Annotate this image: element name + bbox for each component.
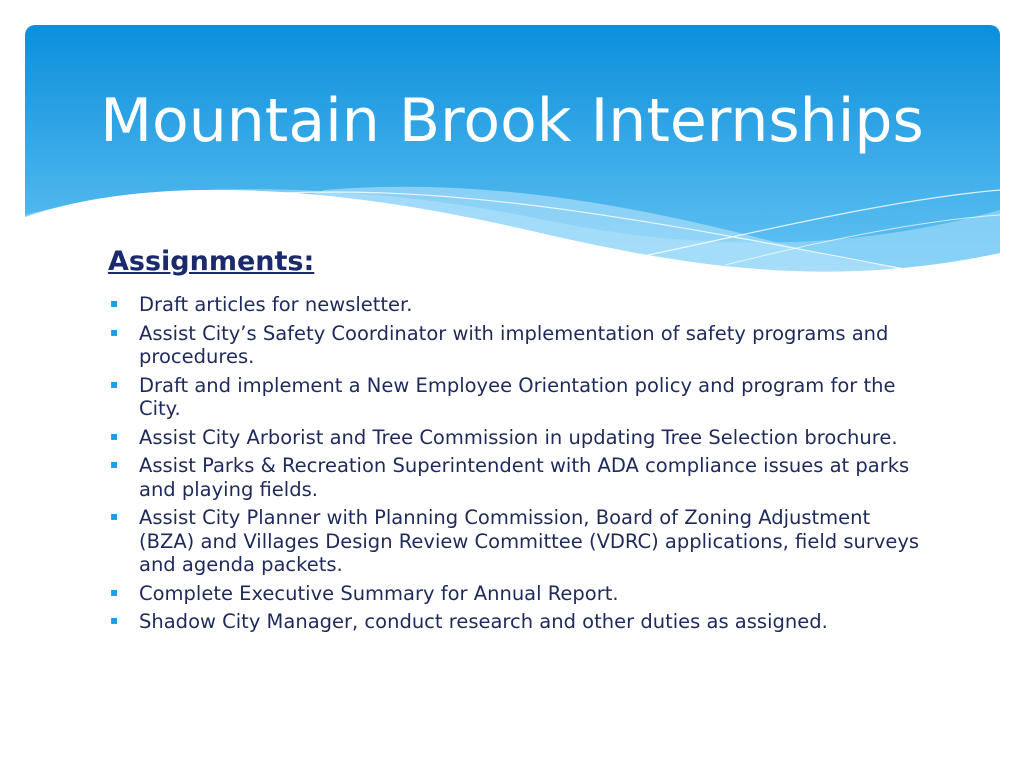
square-bullet-icon: ▪	[110, 376, 119, 391]
square-bullet-icon: ▪	[110, 324, 119, 339]
square-bullet-icon: ▪	[110, 428, 119, 443]
list-item-text: Assist City’s Safety Coordinator with implementation of safety programs and procedures.	[139, 321, 889, 369]
list-item	[108, 426, 928, 450]
square-bullet-icon: ▪	[110, 457, 119, 472]
section-heading: Assignments:	[108, 246, 315, 277]
list-item-text: Complete Executive Summary for Annual Report.	[139, 581, 619, 605]
list-item-text: Assist Parks & Recreation Superintendent with ADA compliance issues at parks and playing fields.	[139, 454, 910, 501]
square-bullet-icon: ▪	[110, 613, 119, 628]
list-item-text: Draft articles for newsletter.	[139, 293, 413, 317]
list-item	[108, 506, 928, 577]
list-item-text: Draft and implement a New Employee Orientation policy and program for the City.	[139, 373, 896, 421]
list-item	[108, 610, 928, 634]
slide-title: Mountain Brook Internships	[100, 86, 924, 156]
list-item-text: Assist City Arborist and Tree Commission in updating Tree Selection brochure.	[139, 425, 898, 449]
list-item	[108, 582, 928, 606]
list-item-text: Assist City Planner with Planning Commission, Board of Zoning Adjustment (BZA) and Villages Design Review Committee (VDRC) applications, field surveys and agenda packets.	[139, 506, 920, 577]
square-bullet-icon: ▪	[110, 509, 119, 524]
slide-body	[108, 244, 928, 639]
list-item-text: Shadow City Manager, conduct research and other duties as assigned.	[139, 610, 828, 634]
list-item	[108, 293, 928, 317]
list-item	[108, 454, 928, 501]
square-bullet-icon: ▪	[110, 296, 119, 311]
square-bullet-icon: ▪	[110, 584, 119, 599]
assignment-list	[108, 293, 928, 634]
list-item	[108, 374, 928, 421]
list-item	[108, 322, 928, 369]
